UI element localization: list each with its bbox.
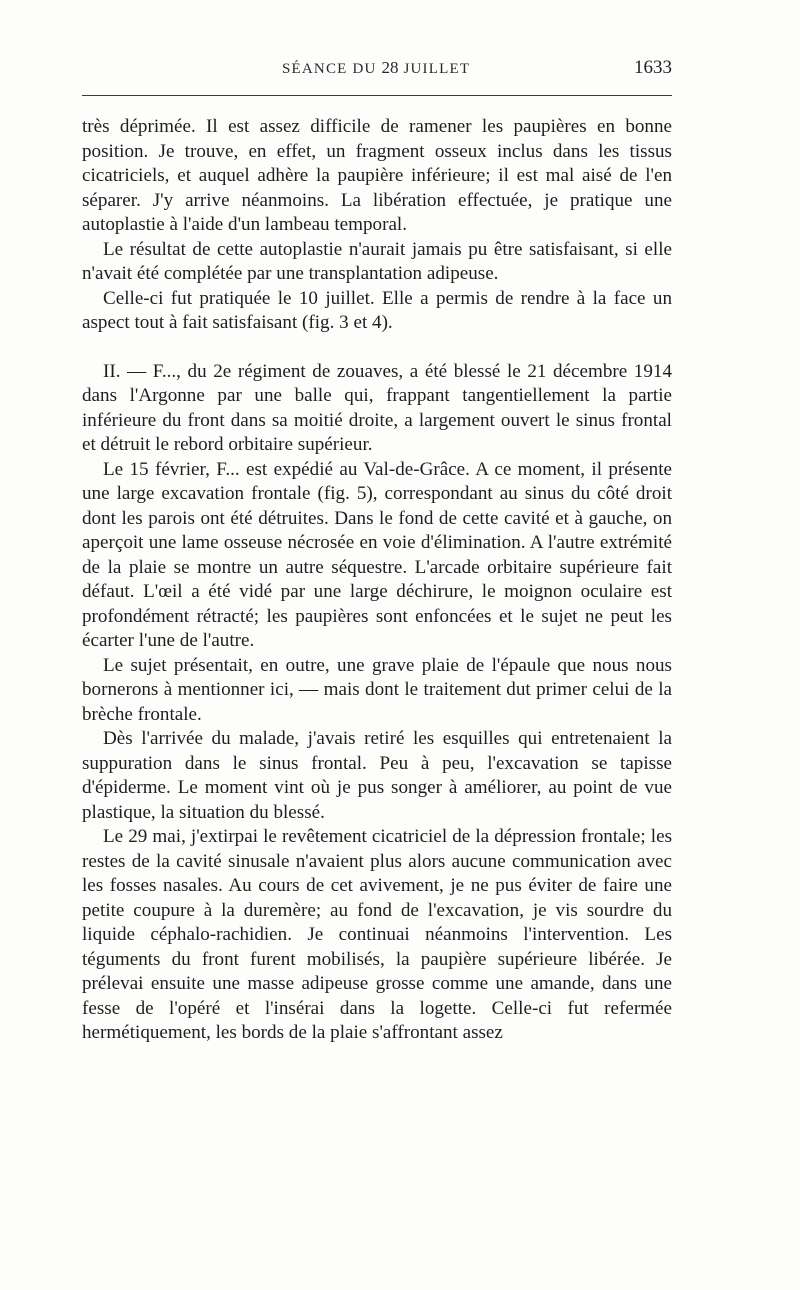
paragraph: II. — F..., du 2e régiment de zouaves, a été blessé le 21 décembre 1914 dans l'Argonne par une balle qui, frappant tangentiellement la partie inférieure du front dans sa moitié droite, a largement ouvert le sinus frontal et détruit le rebord orbitaire supérieur. [82, 360, 672, 455]
running-title-day: 28 [381, 58, 399, 77]
running-title [282, 58, 470, 78]
paragraph: Le 15 février, F... est expédié au Val-de-Grâce. A ce moment, il présente une large excavation frontale (fig. 5), correspondant au sinus du côté droit dont les parois ont été détruites. Dans le fond de cette cavité et à gauche, on aperçoit une lame osseuse nécrosée en voie d'élimination. A l'autre extrémité de la plaie se montre un autre séquestre. L'arcade orbitaire supérieure fait défaut. L'œil a été vidé par une large déchirure, le moignon oculaire est profondément rétracté; les paupières sont enfoncées et le sujet ne peut les écarter l'une de l'autre. [82, 458, 672, 651]
page-number: 1633 [634, 57, 672, 78]
body-text [82, 115, 672, 1046]
paragraph: Le 29 mai, j'extirpai le revêtement cicatriciel de la dépression frontale; les restes de la cavité sinusale n'avaient plus alors aucune communication avec les fosses nasales. Au cours de cet avivement, je ne pus éviter de faire une petite coupure à la duremère; au fond de l'excavation, je vis sourdre du liquide céphalo-rachidien. Je continuai néanmoins l'intervention. Les téguments du front furent mobilisés, la paupière supérieure libérée. Je prélevai ensuite une masse adipeuse grosse comme une amande, dans une fesse de l'opéré et l'insérai dans la logette. Celle-ci fut refermée hermétiquement, les bords de la plaie s'affrontant assez [82, 826, 672, 1043]
header-rule [82, 95, 672, 96]
section-gap [82, 336, 672, 360]
running-header [82, 58, 672, 84]
paragraph: Le sujet présentait, en outre, une grave plaie de l'épaule que nous nous bornerons à mentionner ici, — mais dont le traitement dut primer celui de la brèche frontale. [82, 654, 672, 725]
paragraph: Le résultat de cette autoplastie n'aurait jamais pu être satisfaisant, si elle n'avait été complétée par une transplantation adipeuse. [82, 238, 672, 284]
paragraph: très déprimée. Il est assez difficile de ramener les paupières en bonne position. Je trouve, en effet, un fragment osseux inclus dans les tissus cicatriciels, et auquel adhère la paupière inférieure; il est mal aisé de l'en séparer. J'y arrive néanmoins. La libération effectuée, je pratique une autoplastie à l'aide d'un lambeau temporal. [82, 116, 672, 235]
paragraph: Dès l'arrivée du malade, j'avais retiré les esquilles qui entretenaient la suppuration dans le sinus frontal. Peu à peu, l'excavation se tapisse d'épiderme. Le moment vint où je pus songer à améliorer, au point de vue plastique, la situation du blessé. [82, 728, 672, 823]
running-title-suffix: JUILLET [398, 61, 471, 77]
paragraph: Celle-ci fut pratiquée le 10 juillet. Elle a permis de rendre à la face un aspect tout à fait satisfaisant (fig. 3 et 4). [82, 287, 672, 333]
running-title-prefix: SÉANCE DU [282, 61, 382, 77]
